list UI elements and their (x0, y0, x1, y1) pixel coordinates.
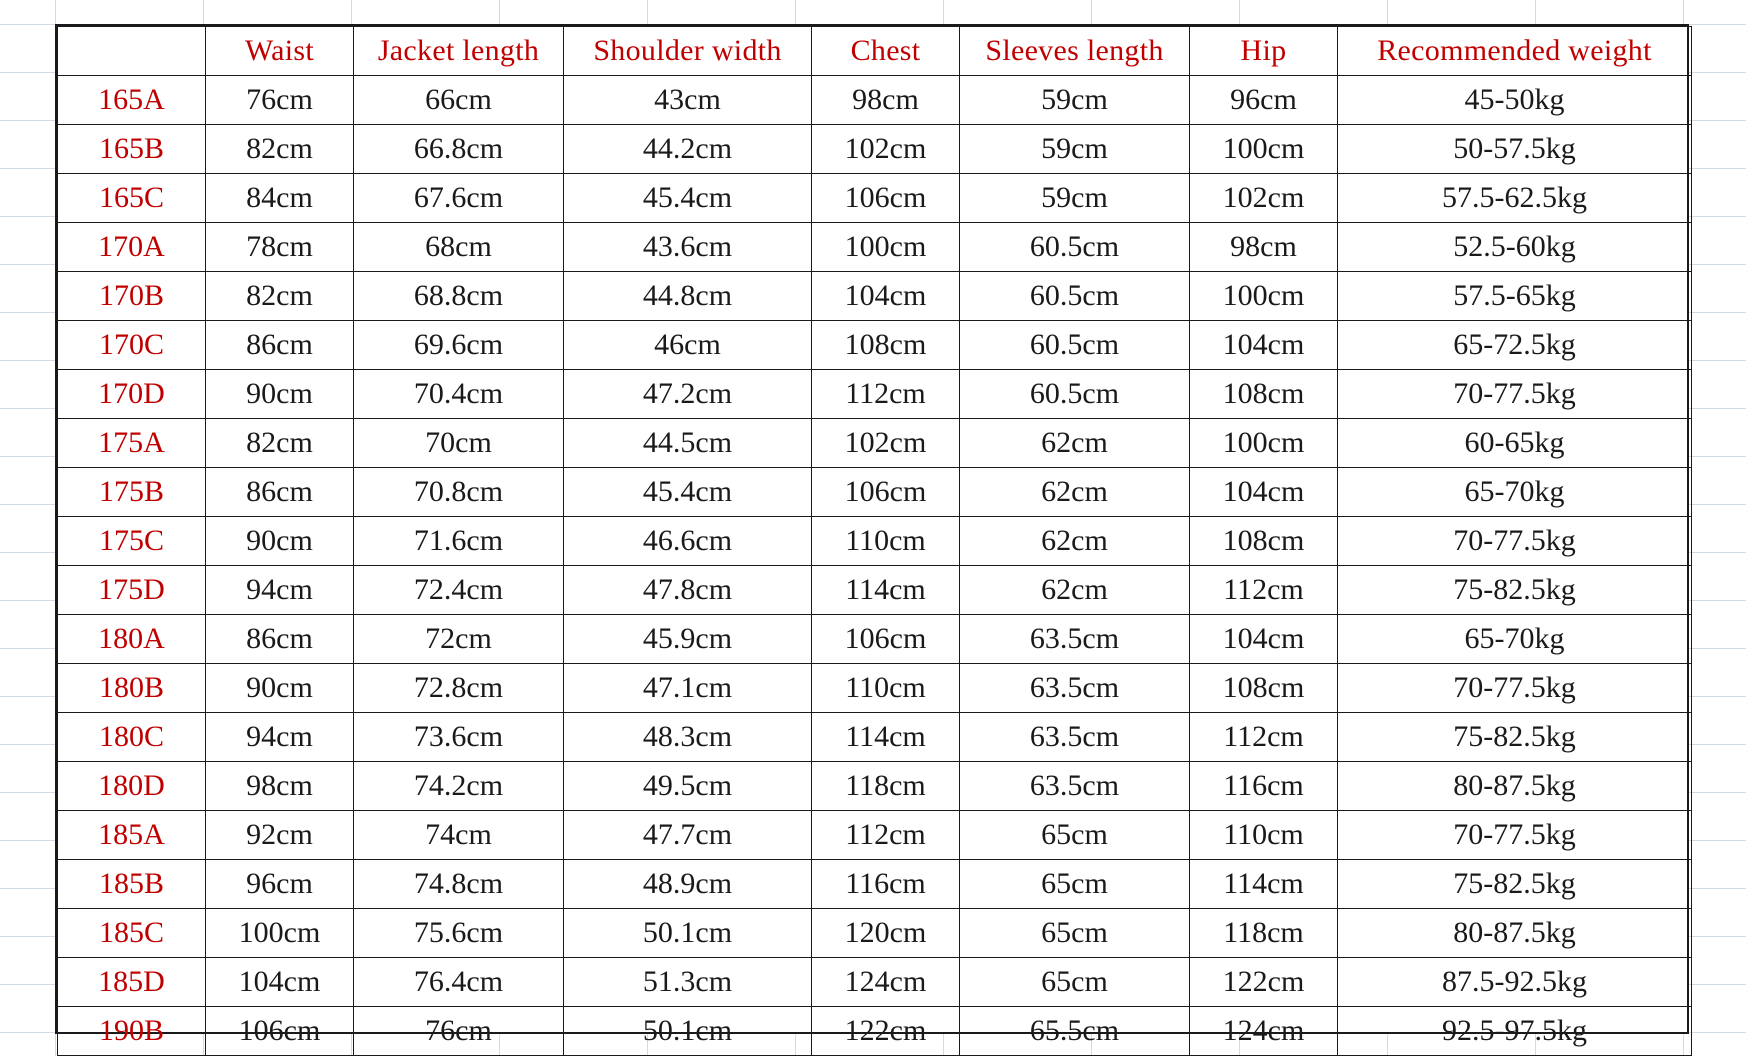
waist-cell: 82cm (206, 419, 354, 468)
waist-cell: 100cm (206, 909, 354, 958)
header-recommended-weight: Recommended weight (1338, 27, 1692, 76)
size-label: 175B (58, 468, 206, 517)
chest-cell: 100cm (812, 223, 960, 272)
waist-cell: 94cm (206, 713, 354, 762)
jacket-length-cell: 74.2cm (354, 762, 564, 811)
table-row (58, 125, 1692, 174)
sleeves-length-cell: 65cm (960, 909, 1190, 958)
jacket-length-cell: 76.4cm (354, 958, 564, 1007)
chest-cell: 110cm (812, 517, 960, 566)
recommended-weight-cell: 45-50kg (1338, 76, 1692, 125)
size-label: 165A (58, 76, 206, 125)
jacket-length-cell: 70.8cm (354, 468, 564, 517)
shoulder-width-cell: 44.8cm (564, 272, 812, 321)
shoulder-width-cell: 43cm (564, 76, 812, 125)
shoulder-width-cell: 47.7cm (564, 811, 812, 860)
chest-cell: 120cm (812, 909, 960, 958)
sleeves-length-cell: 62cm (960, 419, 1190, 468)
table-body (58, 76, 1692, 1056)
waist-cell: 82cm (206, 125, 354, 174)
recommended-weight-cell: 65-70kg (1338, 615, 1692, 664)
shoulder-width-cell: 46.6cm (564, 517, 812, 566)
sleeves-length-cell: 65cm (960, 958, 1190, 1007)
hip-cell: 108cm (1190, 664, 1338, 713)
jacket-length-cell: 66cm (354, 76, 564, 125)
chest-cell: 116cm (812, 860, 960, 909)
sleeves-length-cell: 63.5cm (960, 664, 1190, 713)
size-label: 185A (58, 811, 206, 860)
size-label: 180B (58, 664, 206, 713)
recommended-weight-cell: 60-65kg (1338, 419, 1692, 468)
shoulder-width-cell: 49.5cm (564, 762, 812, 811)
sleeves-length-cell: 59cm (960, 174, 1190, 223)
sleeves-length-cell: 62cm (960, 517, 1190, 566)
hip-cell: 112cm (1190, 713, 1338, 762)
sleeves-length-cell: 63.5cm (960, 615, 1190, 664)
shoulder-width-cell: 50.1cm (564, 1007, 812, 1056)
chest-cell: 104cm (812, 272, 960, 321)
size-label: 170D (58, 370, 206, 419)
hip-cell: 104cm (1190, 468, 1338, 517)
jacket-length-cell: 66.8cm (354, 125, 564, 174)
jacket-length-cell: 67.6cm (354, 174, 564, 223)
waist-cell: 104cm (206, 958, 354, 1007)
waist-cell: 86cm (206, 321, 354, 370)
jacket-length-cell: 71.6cm (354, 517, 564, 566)
recommended-weight-cell: 75-82.5kg (1338, 860, 1692, 909)
waist-cell: 82cm (206, 272, 354, 321)
recommended-weight-cell: 70-77.5kg (1338, 517, 1692, 566)
size-label: 170B (58, 272, 206, 321)
size-label: 175D (58, 566, 206, 615)
size-label: 170A (58, 223, 206, 272)
shoulder-width-cell: 48.9cm (564, 860, 812, 909)
shoulder-width-cell: 45.9cm (564, 615, 812, 664)
recommended-weight-cell: 65-72.5kg (1338, 321, 1692, 370)
sleeves-length-cell: 63.5cm (960, 762, 1190, 811)
recommended-weight-cell: 70-77.5kg (1338, 664, 1692, 713)
chest-cell: 106cm (812, 615, 960, 664)
size-chart-sheet (55, 24, 1689, 1047)
size-label: 180A (58, 615, 206, 664)
waist-cell: 86cm (206, 615, 354, 664)
waist-cell: 106cm (206, 1007, 354, 1056)
waist-cell: 76cm (206, 76, 354, 125)
shoulder-width-cell: 43.6cm (564, 223, 812, 272)
recommended-weight-cell: 80-87.5kg (1338, 762, 1692, 811)
jacket-length-cell: 70cm (354, 419, 564, 468)
table-row (58, 615, 1692, 664)
sleeves-length-cell: 60.5cm (960, 321, 1190, 370)
header-sleeves-length: Sleeves length (960, 27, 1190, 76)
chest-cell: 122cm (812, 1007, 960, 1056)
recommended-weight-cell: 75-82.5kg (1338, 566, 1692, 615)
table-row (58, 762, 1692, 811)
jacket-length-cell: 72cm (354, 615, 564, 664)
table-row (58, 811, 1692, 860)
hip-cell: 96cm (1190, 76, 1338, 125)
recommended-weight-cell: 65-70kg (1338, 468, 1692, 517)
chest-cell: 110cm (812, 664, 960, 713)
table-row (58, 370, 1692, 419)
chest-cell: 106cm (812, 468, 960, 517)
hip-cell: 102cm (1190, 174, 1338, 223)
chest-cell: 102cm (812, 419, 960, 468)
recommended-weight-cell: 52.5-60kg (1338, 223, 1692, 272)
sleeves-length-cell: 60.5cm (960, 223, 1190, 272)
shoulder-width-cell: 44.2cm (564, 125, 812, 174)
jacket-length-cell: 75.6cm (354, 909, 564, 958)
hip-cell: 108cm (1190, 517, 1338, 566)
size-label: 175A (58, 419, 206, 468)
sleeves-length-cell: 65.5cm (960, 1007, 1190, 1056)
jacket-length-cell: 70.4cm (354, 370, 564, 419)
waist-cell: 84cm (206, 174, 354, 223)
shoulder-width-cell: 47.8cm (564, 566, 812, 615)
size-label: 165B (58, 125, 206, 174)
recommended-weight-cell: 92.5-97.5kg (1338, 1007, 1692, 1056)
size-label: 185C (58, 909, 206, 958)
table-row (58, 860, 1692, 909)
table-row (58, 713, 1692, 762)
sleeves-length-cell: 59cm (960, 76, 1190, 125)
size-label: 185B (58, 860, 206, 909)
table-row (58, 517, 1692, 566)
shoulder-width-cell: 50.1cm (564, 909, 812, 958)
table-row (58, 321, 1692, 370)
waist-cell: 98cm (206, 762, 354, 811)
jacket-length-cell: 74.8cm (354, 860, 564, 909)
shoulder-width-cell: 47.1cm (564, 664, 812, 713)
chest-cell: 108cm (812, 321, 960, 370)
chest-cell: 102cm (812, 125, 960, 174)
waist-cell: 90cm (206, 517, 354, 566)
shoulder-width-cell: 46cm (564, 321, 812, 370)
jacket-length-cell: 76cm (354, 1007, 564, 1056)
chest-cell: 114cm (812, 713, 960, 762)
hip-cell: 122cm (1190, 958, 1338, 1007)
header-corner (58, 27, 206, 76)
jacket-length-cell: 69.6cm (354, 321, 564, 370)
shoulder-width-cell: 51.3cm (564, 958, 812, 1007)
table-row (58, 419, 1692, 468)
chest-cell: 106cm (812, 174, 960, 223)
table-header (58, 27, 1692, 76)
hip-cell: 110cm (1190, 811, 1338, 860)
hip-cell: 108cm (1190, 370, 1338, 419)
hip-cell: 114cm (1190, 860, 1338, 909)
recommended-weight-cell: 70-77.5kg (1338, 811, 1692, 860)
chest-cell: 112cm (812, 370, 960, 419)
waist-cell: 86cm (206, 468, 354, 517)
table-row (58, 76, 1692, 125)
hip-cell: 98cm (1190, 223, 1338, 272)
sleeves-length-cell: 62cm (960, 468, 1190, 517)
header-hip: Hip (1190, 27, 1338, 76)
size-label: 175C (58, 517, 206, 566)
size-label: 165C (58, 174, 206, 223)
chest-cell: 98cm (812, 76, 960, 125)
sleeves-length-cell: 65cm (960, 811, 1190, 860)
recommended-weight-cell: 57.5-62.5kg (1338, 174, 1692, 223)
waist-cell: 96cm (206, 860, 354, 909)
hip-cell: 100cm (1190, 125, 1338, 174)
table-row (58, 566, 1692, 615)
header-waist: Waist (206, 27, 354, 76)
table-row (58, 223, 1692, 272)
table-row (58, 174, 1692, 223)
waist-cell: 90cm (206, 370, 354, 419)
chest-cell: 114cm (812, 566, 960, 615)
waist-cell: 92cm (206, 811, 354, 860)
shoulder-width-cell: 47.2cm (564, 370, 812, 419)
table-row (58, 468, 1692, 517)
sleeves-length-cell: 60.5cm (960, 370, 1190, 419)
chest-cell: 118cm (812, 762, 960, 811)
hip-cell: 124cm (1190, 1007, 1338, 1056)
chest-cell: 124cm (812, 958, 960, 1007)
size-label: 180D (58, 762, 206, 811)
size-label: 180C (58, 713, 206, 762)
waist-cell: 94cm (206, 566, 354, 615)
sleeves-length-cell: 62cm (960, 566, 1190, 615)
recommended-weight-cell: 87.5-92.5kg (1338, 958, 1692, 1007)
table-row (58, 909, 1692, 958)
recommended-weight-cell: 70-77.5kg (1338, 370, 1692, 419)
table-row (58, 664, 1692, 713)
jacket-length-cell: 68cm (354, 223, 564, 272)
size-label: 170C (58, 321, 206, 370)
hip-cell: 100cm (1190, 419, 1338, 468)
size-label: 185D (58, 958, 206, 1007)
recommended-weight-cell: 50-57.5kg (1338, 125, 1692, 174)
header-row (58, 27, 1692, 76)
shoulder-width-cell: 45.4cm (564, 468, 812, 517)
shoulder-width-cell: 44.5cm (564, 419, 812, 468)
table-row (58, 958, 1692, 1007)
sleeves-length-cell: 59cm (960, 125, 1190, 174)
recommended-weight-cell: 75-82.5kg (1338, 713, 1692, 762)
chest-cell: 112cm (812, 811, 960, 860)
header-chest: Chest (812, 27, 960, 76)
jacket-length-cell: 72.4cm (354, 566, 564, 615)
table-row (58, 272, 1692, 321)
jacket-length-cell: 73.6cm (354, 713, 564, 762)
hip-cell: 104cm (1190, 615, 1338, 664)
shoulder-width-cell: 48.3cm (564, 713, 812, 762)
recommended-weight-cell: 80-87.5kg (1338, 909, 1692, 958)
recommended-weight-cell: 57.5-65kg (1338, 272, 1692, 321)
waist-cell: 78cm (206, 223, 354, 272)
sleeves-length-cell: 65cm (960, 860, 1190, 909)
hip-cell: 118cm (1190, 909, 1338, 958)
sleeves-length-cell: 60.5cm (960, 272, 1190, 321)
size-chart-table (57, 26, 1692, 1056)
waist-cell: 90cm (206, 664, 354, 713)
hip-cell: 104cm (1190, 321, 1338, 370)
jacket-length-cell: 72.8cm (354, 664, 564, 713)
hip-cell: 112cm (1190, 566, 1338, 615)
jacket-length-cell: 74cm (354, 811, 564, 860)
hip-cell: 100cm (1190, 272, 1338, 321)
size-label: 190B (58, 1007, 206, 1056)
shoulder-width-cell: 45.4cm (564, 174, 812, 223)
header-shoulder-width: Shoulder width (564, 27, 812, 76)
hip-cell: 116cm (1190, 762, 1338, 811)
jacket-length-cell: 68.8cm (354, 272, 564, 321)
sleeves-length-cell: 63.5cm (960, 713, 1190, 762)
header-jacket-length: Jacket length (354, 27, 564, 76)
table-row (58, 1007, 1692, 1056)
